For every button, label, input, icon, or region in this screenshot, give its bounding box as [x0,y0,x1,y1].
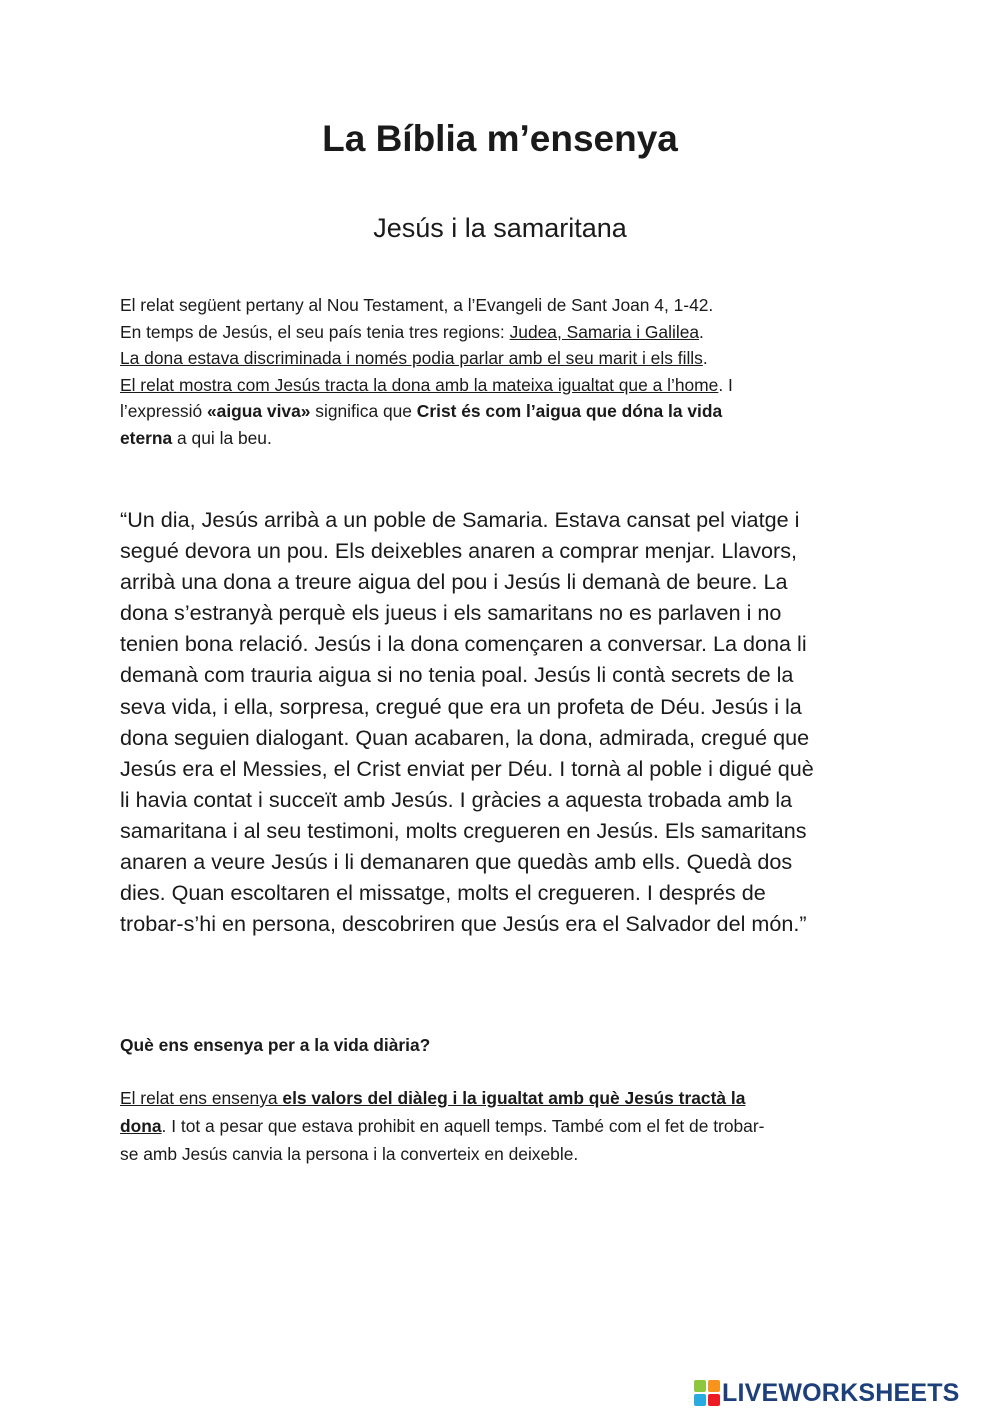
equality-underlined: El relat mostra com Jesús tracta la dona amb la mateixa igualtat que a l’home [120,374,719,395]
living-water-term: «aigua viva» [207,401,311,421]
liveworksheets-logo [694,1378,960,1408]
lesson-line: se amb Jesús canvia la persona i la converteix en deixeble. [120,1144,579,1164]
page-subtitle: Jesús i la samaritana [373,213,627,243]
christ-water-phrase: Crist és com l’aigua que dóna la vida [416,401,723,421]
story-line: anaren a veure Jesús i li demanaren que quedàs amb ells. Quedà dos [120,849,793,875]
intro-line: En temps de Jesús, el seu país tenia tres regions: Judea, Samaria i Galilea. [120,321,704,342]
story-line: demanà com trauria aigua si no tenia poal. Jesús li contà secrets de la [120,662,794,688]
discrimination-underlined: La dona estava discriminada i només podia parlar amb el seu marit i els fills [120,348,703,368]
regions-underlined: Judea, Samaria i Galilea [509,321,700,342]
eternal-word: eterna [120,427,173,448]
page-title: La Bíblia m’ensenya [322,118,678,159]
brand-name: LIVEWORKSHEETS [722,1378,960,1407]
story-line: dies. Quan escoltaren el missatge, molts el cregueren. I després de [120,880,766,906]
intro-line: El relat mostra com Jesús tracta la dona amb la mateixa igualtat que a l’home. I [120,374,733,395]
story-line: li havia contat i succeït amb Jesús. I gràcies a aquesta trobada amb la [120,786,793,812]
story-line: segué devora un pou. Els deixebles anaren a comprar menjar. Llavors, [120,538,797,564]
intro-line: El relat següent pertany al Nou Testament, a l’Evangeli de Sant Joan 4, 1-42. [120,295,714,315]
section-question: Què ens ensenya per a la vida diària? [120,1035,431,1055]
liveworksheets-logo-icon [694,1380,720,1406]
story-line: “Un dia, Jesús arribà a un poble de Samaria. Estava cansat pel viatge i [120,507,800,532]
intro-line: eterna a qui la beu. [120,427,272,448]
story-line: dona s’estranyà perquè els jueus i els samaritans no es parlaven i no [120,600,782,626]
values-phrase: els valors del diàleg i la igualtat amb què Jesús tractà la [282,1088,746,1108]
story-line: Jesús era el Messies, el Crist enviat per Déu. I tornà al poble i digué què [120,755,814,781]
lesson-line: El relat ens ensenya els valors del diàleg i la igualtat amb què Jesús tractà la [120,1088,746,1108]
story-line: trobar-s’hi en persona, descobriren que Jesús era el Salvador del món.” [120,911,807,937]
story-line: seva vida, i ella, sorpresa, cregué que era un profeta de Déu. Jesús i la [120,693,802,719]
intro-line: La dona estava discriminada i només podia parlar amb el seu marit i els fills. [120,348,708,368]
intro-line: l’expressió «aigua viva» significa que Crist és com l’aigua que dóna la vida [120,401,723,421]
story-paragraph [120,504,900,939]
story-line: arribà una dona a treure aigua del pou i Jesús li demanà de beure. La [120,569,788,595]
lesson-line: dona. I tot a pesar que estava prohibit en aquell temps. També com el fet de trobar- [120,1116,765,1136]
story-line: dona seguien dialogant. Quan acabaren, la dona, admirada, cregué que [120,724,810,750]
story-line: samaritana i al seu testimoni, molts cregueren en Jesús. Els samaritans [120,817,807,843]
lesson-paragraph [120,1084,880,1168]
intro-paragraph [120,292,880,451]
story-line: tenien bona relació. Jesús i la dona començaren a conversar. La dona li [120,631,807,657]
